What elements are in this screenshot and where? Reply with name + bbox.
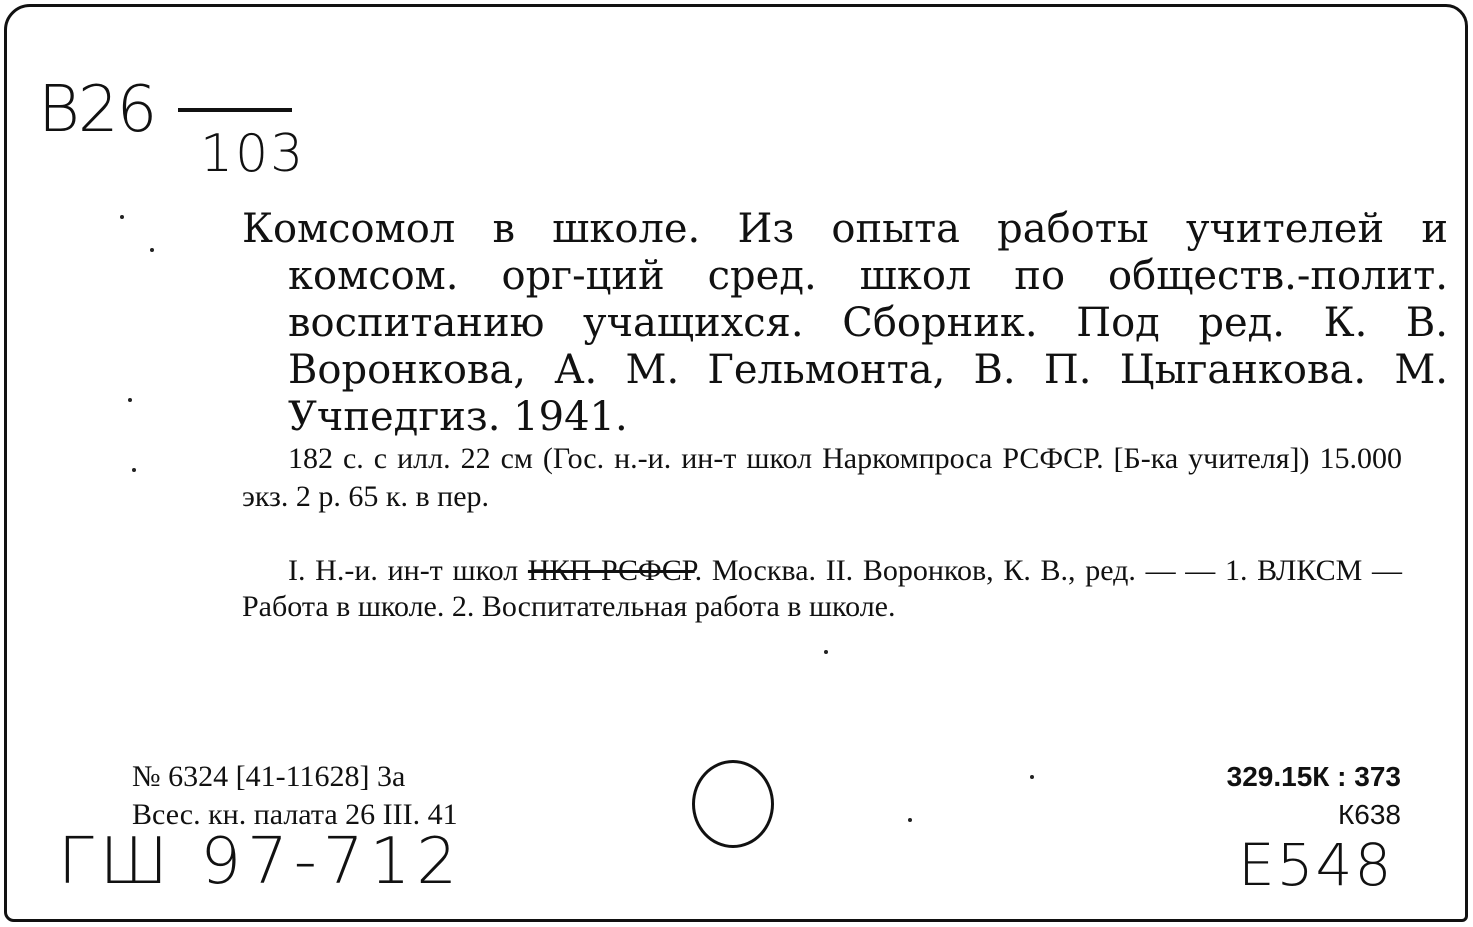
handwritten-inventory: ГШ 97-712 <box>58 825 464 899</box>
tracings-start: I. Н.-и. ин-т школ <box>288 554 519 587</box>
ink-speck <box>150 248 154 252</box>
shelfmark-bottom: 103 <box>200 124 306 184</box>
ink-speck <box>824 650 828 654</box>
entry-collation: 182 с. с илл. 22 см (Гос. н.-и. ин-т школ Наркомпроса РСФСР. [Б-ка учителя]) 15.000 экз. 2 р. 65 к. в пер. <box>242 442 1402 513</box>
card-punch-hole <box>692 760 774 848</box>
entry-tracings <box>242 553 1402 625</box>
registration-number: № 6324 [41-11628] 3а <box>132 760 406 793</box>
ink-speck <box>120 215 124 219</box>
shelfmark-fraction-bar <box>178 108 292 112</box>
ink-speck <box>908 818 912 822</box>
chamber-date: Всес. кн. палата 26 III. 41 <box>132 798 458 831</box>
ink-speck <box>1030 775 1034 779</box>
ink-speck <box>128 398 132 402</box>
entry-title: Комсомол в школе. Из опыта работы учителей и комсом. орг-ций сред. школ по обществ.-полит. воспитанию учащихся. Сборник. Под ред. К. В. Воронкова, А. М. Гельмонта, В. П. Цыганкова. М. Учпедгиз. 1941. <box>242 206 1448 440</box>
shelfmark-top: В26 <box>38 73 156 147</box>
tracings-rest: . Москва. II. Воронков, К. В., ред. — — 1. ВЛКСМ — Работа в школе. 2. Воспитательная работа в школе. <box>242 554 1403 623</box>
ink-speck <box>132 468 136 472</box>
cutter-number: К638 <box>1337 799 1401 830</box>
handwritten-code: Е548 <box>1238 831 1394 899</box>
tracings-struck-text: НКП РСФСР <box>527 554 695 587</box>
classification-code: 329.15К : 373 <box>1226 761 1401 792</box>
